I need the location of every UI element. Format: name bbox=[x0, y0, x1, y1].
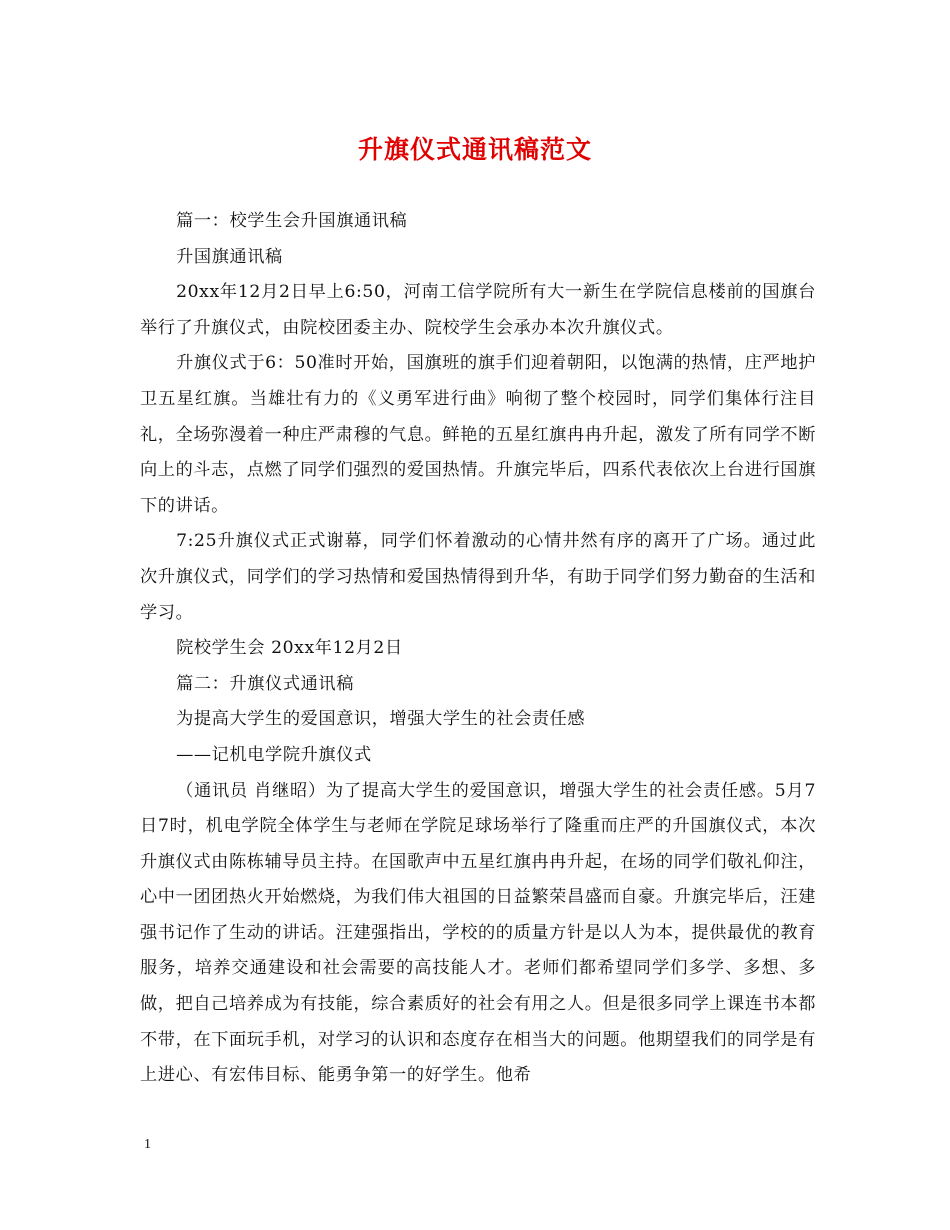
document-body bbox=[140, 204, 816, 1094]
page-number: 1 bbox=[144, 1137, 151, 1152]
paragraph-part1-closing: 7:25升旗仪式正式谢幕，同学们怀着激动的心情井然有序的离开了广场。通过此次升旗仪式，同学们的学习热情和爱国热情得到升华，有助于同学们努力勤奋的生活和学习。 bbox=[140, 531, 816, 623]
paragraph-part2-heading: 篇二：升旗仪式通讯稿 bbox=[176, 673, 354, 694]
paragraph-part2-headline: 为提高大学生的爱国意识，增强大学生的社会责任感 bbox=[176, 709, 586, 730]
paragraph-part1-heading: 篇一：校学生会升国旗通讯稿 bbox=[176, 211, 408, 231]
document-title: 升旗仪式通讯稿范文 bbox=[357, 135, 592, 164]
paragraph-part1-subheading: 升国旗通讯稿 bbox=[176, 246, 283, 267]
paragraph-part1-signature: 院校学生会 20xx年12月2日 bbox=[176, 638, 403, 659]
paragraph-part1-intro: 20xx年12月2日早上6:50，河南工信学院所有大一新生在学院信息楼前的国旗台举行了升旗仪式，由院校团委主办、院校学生会承办本次升旗仪式。 bbox=[140, 282, 816, 338]
paragraph-part2-subheadline: ——记机电学院升旗仪式 bbox=[176, 744, 372, 765]
paragraph-part2-body: （通讯员 肖继昭）为了提高大学生的爱国意识，增强大学生的社会责任感。5月7日7时，机电学院全体学生与老师在学院足球场举行了隆重而庄严的升国旗仪式，本次升旗仪式由陈栋辅导员主持。在国歌声中五星红旗冉冉升起，在场的同学们敬礼仰注，心中一团团热火开始燃烧，为我们伟大祖国的日益繁荣昌盛而自豪。升旗完毕后，汪建强书记作了生动的讲话。汪建强指出，学校的的质量方针是以人为本，提供最优的教育服务，培养交通建设和社会需要的高技能人才。老师们都希望同学们多学、多想、多做，把自己培养成为有技能，综合素质好的社会有用之人。但是很多同学上课连书本都不带，在下面玩手机，对学习的认识和态度存在相当大的问题。他期望我们的同学是有上进心、有宏伟目标、能勇争第一的好学生。他希 bbox=[140, 780, 816, 1086]
paragraph-part1-ceremony: 升旗仪式于6：50准时开始，国旗班的旗手们迎着朝阳，以饱满的热情，庄严地护卫五星红旗。当雄壮有力的《义勇军进行曲》响彻了整个校园时，同学们集体行注目礼，全场弥漫着一种庄严肃穆的气息。鲜艳的五星红旗冉冉升起，激发了所有同学不断向上的斗志，点燃了同学们强烈的爱国热情。升旗完毕后，四系代表依次上台进行国旗下的讲话。 bbox=[140, 353, 816, 516]
